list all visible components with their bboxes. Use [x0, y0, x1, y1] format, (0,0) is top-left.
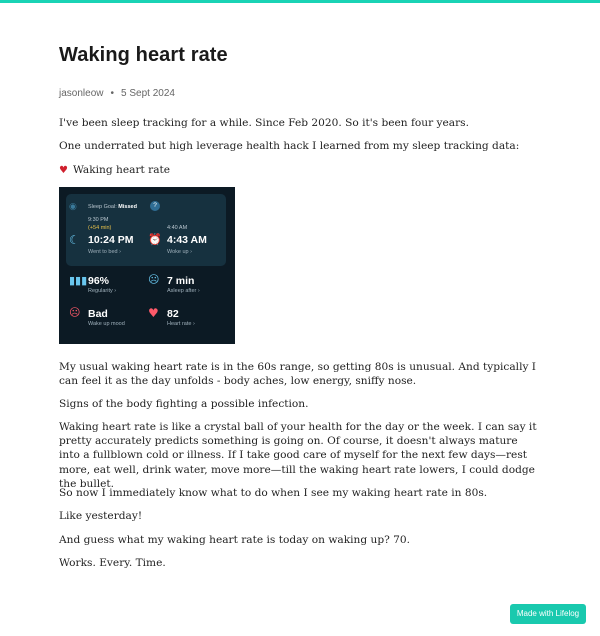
mood-label: Wake up mood — [88, 321, 125, 327]
bed-delta: (+54 min) — [88, 225, 112, 231]
asleep-after-value: 7 min — [167, 275, 195, 287]
author-name[interactable]: jasonleow — [59, 88, 104, 99]
help-icon: ? — [150, 201, 160, 211]
paragraph: Signs of the body fighting a possible infection. — [59, 398, 309, 410]
regularity-bars-icon: ▮▮▮ — [69, 274, 88, 287]
heart-line — [59, 163, 170, 178]
bed-target-time: 9:30 PM — [88, 217, 109, 223]
paragraph: I've been sleep tracking for a while. Since Feb 2020. So it's been four years. — [59, 117, 469, 129]
page-title: Waking heart rate — [59, 44, 228, 66]
made-with-lifelog-button[interactable]: Made with Lifelog — [510, 604, 586, 624]
heart-icon: ♥ — [59, 165, 68, 176]
top-accent-bar — [0, 0, 600, 3]
sleep-summary-image — [59, 187, 235, 344]
paragraph: And guess what my waking heart rate is today on waking up? 70. — [59, 534, 411, 546]
asleep-after-label: Asleep after › — [167, 288, 200, 294]
sleep-goal-status: Missed — [118, 204, 137, 210]
paragraph: So now I immediately know what to do when I see my waking heart rate in 80s. — [59, 487, 488, 499]
woke-up-label: Woke up › — [167, 249, 192, 255]
sleep-goal-icon: ◉ — [69, 202, 77, 212]
regularity-label: Regularity › — [88, 288, 117, 294]
wake-target-time: 4:40 AM — [167, 225, 188, 231]
sleepy-face-icon: ☹ — [148, 273, 160, 286]
heart-icon: ♥ — [148, 306, 159, 320]
mood-value: Bad — [88, 308, 108, 320]
bed-time: 10:24 PM — [88, 234, 134, 246]
paragraph: Works. Every. Time. — [59, 557, 166, 569]
heart-rate-label: Heart rate › — [167, 321, 195, 327]
paragraph: My usual waking heart rate is in the 60s range, so getting 80s is unusual. And typically I can feel it as the day unfolds - body aches, low energy, sniffy nose. — [59, 361, 536, 388]
paragraph: Waking heart rate is like a crystal ball of your health for the day or the week. I can say it pretty accurately predicts something is going on. Of course, it doesn't always mature into a fullblown cold or illness. If I take good care of myself for the next few days—rest more, eat well, drink water, move more—till the waking heart rate lowers, I could dodge the bullet. — [59, 421, 537, 490]
heart-rate-value: 82 — [167, 308, 179, 320]
post-meta — [59, 88, 175, 99]
regularity-value: 96% — [88, 275, 110, 287]
sad-face-icon: ☹ — [69, 306, 81, 319]
sleep-goal-label: Sleep Goal: Missed — [88, 204, 137, 210]
meta-separator: • — [110, 88, 114, 99]
heart-line-text: Waking heart rate — [72, 164, 171, 176]
went-to-bed-label: Went to bed › — [88, 249, 121, 255]
wake-time: 4:43 AM — [167, 234, 207, 246]
paragraph: One underrated but high leverage health hack I learned from my sleep tracking data: — [59, 140, 520, 152]
moon-icon: ☾ — [69, 233, 80, 247]
alarm-icon: ⏰ — [148, 233, 162, 246]
paragraph: Like yesterday! — [59, 510, 143, 522]
post-date: 5 Sept 2024 — [121, 88, 175, 99]
